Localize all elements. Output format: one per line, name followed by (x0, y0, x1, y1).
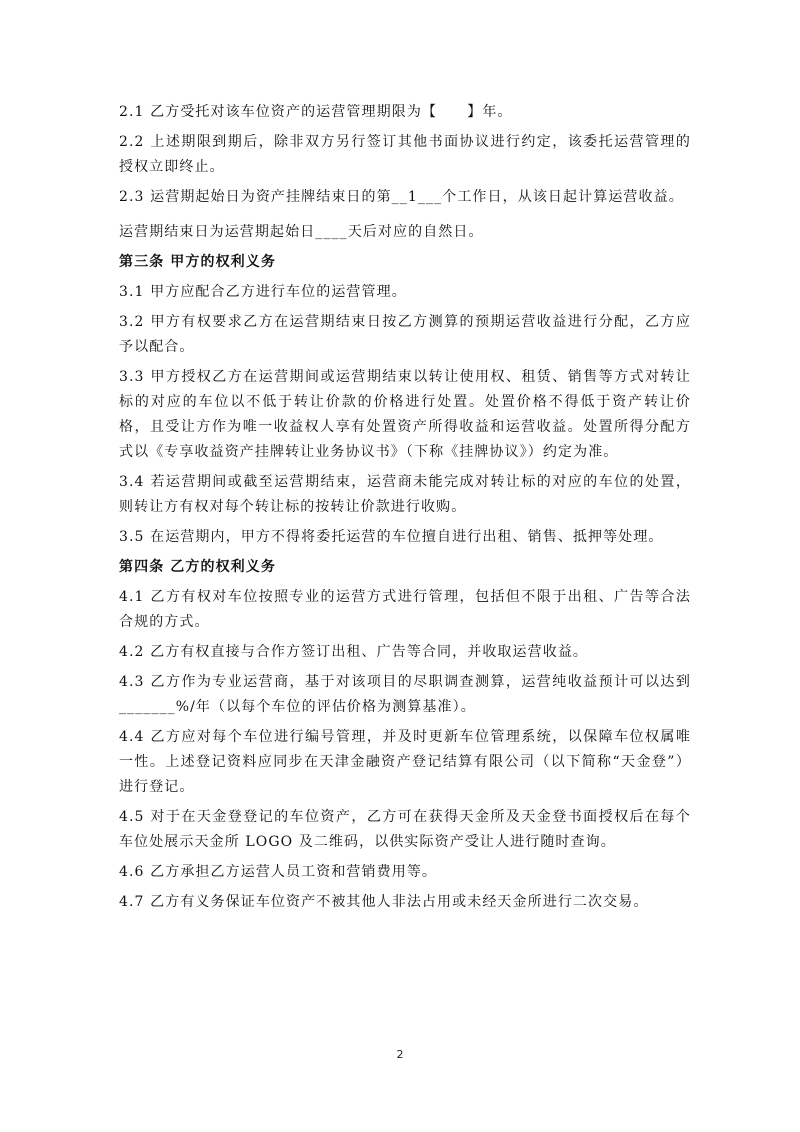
clause-4-5: 4.5 对于在天金登登记的车位资产，乙方可在获得天金所及天金登书面授权后在每个车位处展示天金所 LOGO 及二维码，以供实际资产受让人进行随时查询。 (119, 809, 691, 850)
clause-4-7: 4.7 乙方有义务保证车位资产不被其他人非法占用或未经天金所进行二次交易。 (119, 894, 649, 910)
document-body (119, 100, 691, 920)
clause-4-2: 4.2 乙方有权直接与合作方签订出租、广告等合同，并收取运营收益。 (119, 644, 589, 660)
section-heading-article-4: 第四条 乙方的权利义务 (119, 559, 276, 575)
clause-3-5: 3.5 在运营期内，甲方不得将委托运营的车位擅自进行出租、销售、抵押等处理。 (119, 529, 664, 545)
page-number: 2 (396, 1048, 404, 1061)
clause-2-2: 2.2 上述期限到期后，除非双方另行签订其他书面协议进行约定，该委托运营管理的授权立即终止。 (119, 134, 691, 175)
section-heading-article-3: 第三条 甲方的权利义务 (119, 254, 276, 270)
clause-2-3: 2.3 运营期起始日为资产挂牌结束日的第__1___个工作日，从该日起计算运营收益。 (119, 189, 684, 205)
clause-3-2: 3.2 甲方有权要求乙方在运营期结束日按乙方测算的预期运营收益进行分配，乙方应予以配合。 (119, 314, 691, 355)
clause-2-1: 2.1 乙方受托对该车位资产的运营管理期限为【 】年。 (119, 104, 513, 120)
clause-4-1: 4.1 乙方有权对车位按照专业的运营方式进行管理，包括但不限于出租、广告等合法合规的方式。 (119, 589, 691, 630)
clause-4-6: 4.6 乙方承担乙方运营人员工资和营销费用等。 (119, 864, 438, 880)
clause-3-4: 3.4 若运营期间或截至运营期结束，运营商未能完成对转让标的对应的车位的处置，则转让方有权对每个转让标的按转让价款进行收购。 (119, 474, 691, 515)
operation-end-date-clause: 运营期结束日为运营期起始日____天后对应的自然日。 (119, 224, 484, 240)
clause-3-1: 3.1 甲方应配合乙方进行车位的运营管理。 (119, 284, 407, 300)
clause-4-4: 4.4 乙方应对每个车位进行编号管理，并及时更新车位管理系统，以保障车位权属唯一性。上述登记资料应同步在天津金融资产登记结算有限公司（以下简称“天金登”）进行登记。 (119, 729, 691, 795)
clause-3-3: 3.3 甲方授权乙方在运营期间或运营期结束以转让使用权、租赁、销售等方式对转让标的对应的车位以不低于转让价款的价格进行处置。处置价格不得低于资产转让价格，且受让方作为唯一收益权人享有处置资产所得收益和运营收益。处置所得分配方式以《专享收益资产挂牌转让业务协议书》（下称《挂牌协议》）约定为准。 (119, 369, 691, 460)
clause-4-3: 4.3 乙方作为专业运营商，基于对该项目的尽职调查测算，运营纯收益预计可以达到_______%/年（以每个车位的评估价格为测算基准）。 (119, 674, 691, 715)
